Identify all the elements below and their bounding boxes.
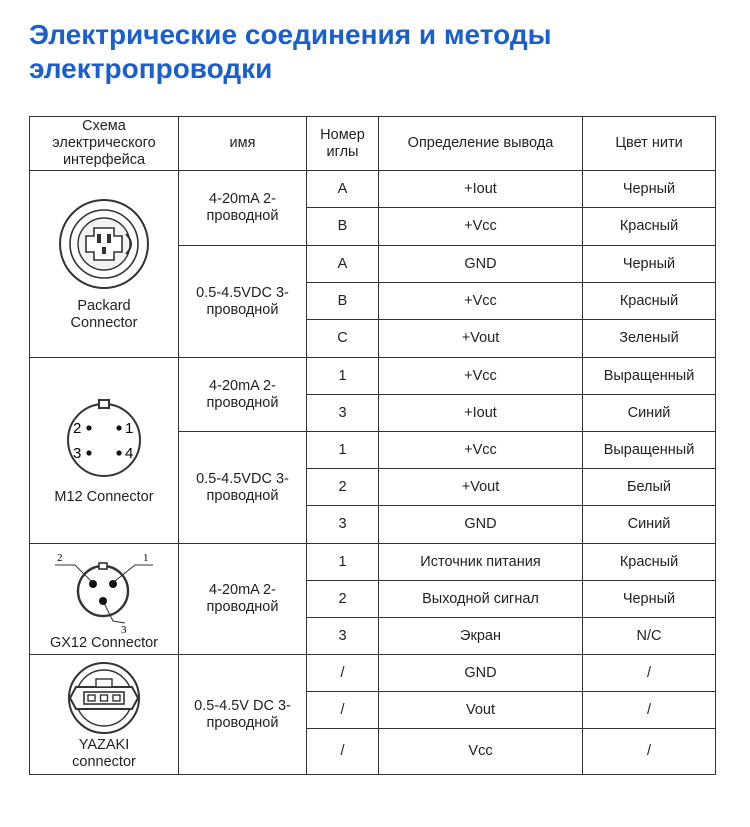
pin-cell: 3: [307, 506, 379, 544]
m12-pin-label-2: 2: [73, 420, 82, 437]
table-row: [30, 358, 716, 395]
color-cell: Выращенный: [583, 432, 716, 469]
definition-cell: Источник питания: [379, 544, 583, 581]
table-row: [30, 171, 716, 208]
packard-g1-name: 4-20mA 2-проводной: [179, 171, 307, 246]
header-row: [30, 117, 716, 171]
definition-cell: +Iout: [379, 395, 583, 432]
color-cell: Синий: [583, 506, 716, 544]
pin-cell: B: [307, 283, 379, 320]
color-cell: Выращенный: [583, 358, 716, 395]
m12-g2-name: 0.5-4.5VDC 3-проводной: [179, 432, 307, 544]
definition-cell: Vcc: [379, 729, 583, 775]
header-color: Цвет нити: [583, 117, 716, 171]
m12-g1-name: 4-20mA 2-проводной: [179, 358, 307, 432]
pin-cell: C: [307, 320, 379, 358]
header-definition: Определение вывода: [379, 117, 583, 171]
pin-cell: B: [307, 208, 379, 246]
wiring-table: [29, 116, 716, 775]
packard-g2-name: 0.5-4.5VDC 3-проводной: [179, 246, 307, 358]
definition-cell: +Vcc: [379, 283, 583, 320]
definition-cell: +Iout: [379, 171, 583, 208]
page-title: Электрические соединения и методы электропроводки: [29, 19, 552, 84]
gx12-pin-label-1: 1: [143, 551, 149, 564]
m12-pin-label-1: 1: [125, 420, 134, 437]
pin-cell: 1: [307, 544, 379, 581]
gx12-g1-name: 4-20mA 2-проводной: [179, 544, 307, 655]
color-cell: N/C: [583, 618, 716, 655]
color-cell: /: [583, 655, 716, 692]
table-row: [30, 544, 716, 581]
color-cell: Зеленый: [583, 320, 716, 358]
m12-connector-icon: [59, 395, 149, 485]
definition-cell: +Vcc: [379, 208, 583, 246]
color-cell: Черный: [583, 171, 716, 208]
color-cell: Белый: [583, 469, 716, 506]
yazaki-connector-icon: [54, 659, 154, 737]
definition-cell: Vout: [379, 692, 583, 729]
color-cell: /: [583, 692, 716, 729]
color-cell: Черный: [583, 246, 716, 283]
color-cell: Красный: [583, 544, 716, 581]
packard-caption: Packard Connector: [70, 298, 138, 331]
m12-pin-label-3: 3: [73, 445, 82, 462]
definition-cell: GND: [379, 246, 583, 283]
pin-cell: /: [307, 729, 379, 775]
definition-cell: +Vcc: [379, 358, 583, 395]
gx12-diagram-cell: [30, 544, 179, 655]
pin-cell: 2: [307, 469, 379, 506]
gx12-pin-label-2: 2: [57, 551, 63, 564]
definition-cell: Экран: [379, 618, 583, 655]
table-row: [30, 655, 716, 692]
pin-cell: 3: [307, 395, 379, 432]
definition-cell: Выходной сигнал: [379, 581, 583, 618]
header-pin: Номер иглы: [307, 117, 379, 171]
definition-cell: +Vout: [379, 469, 583, 506]
packard-connector-icon: [56, 196, 152, 292]
pin-cell: /: [307, 692, 379, 729]
definition-cell: +Vcc: [379, 432, 583, 469]
color-cell: Красный: [583, 283, 716, 320]
gx12-connector-icon: [49, 547, 159, 635]
definition-cell: +Vout: [379, 320, 583, 358]
color-cell: Черный: [583, 581, 716, 618]
pin-cell: 1: [307, 432, 379, 469]
color-cell: /: [583, 729, 716, 775]
yazaki-caption: YAZAKI connector: [72, 736, 136, 770]
m12-diagram-cell: [30, 358, 179, 544]
color-cell: Красный: [583, 208, 716, 246]
definition-cell: GND: [379, 506, 583, 544]
m12-caption: M12 Connector: [54, 489, 154, 505]
yazaki-diagram-cell: [30, 655, 179, 775]
gx12-caption: GX12 Connector: [49, 634, 158, 651]
yazaki-g1-name: 0.5-4.5V DC 3-проводной: [179, 655, 307, 775]
pin-cell: /: [307, 655, 379, 692]
pin-cell: 2: [307, 581, 379, 618]
header-name: имя: [179, 117, 307, 171]
pin-cell: 1: [307, 358, 379, 395]
pin-cell: A: [307, 171, 379, 208]
header-scheme: Схема электрического интерфейса: [30, 117, 179, 171]
color-cell: Синий: [583, 395, 716, 432]
pin-cell: A: [307, 246, 379, 283]
pin-cell: 3: [307, 618, 379, 655]
packard-diagram-cell: [30, 171, 179, 358]
definition-cell: GND: [379, 655, 583, 692]
m12-pin-label-4: 4: [125, 445, 134, 462]
gx12-pin-label-3: 3: [121, 623, 127, 635]
